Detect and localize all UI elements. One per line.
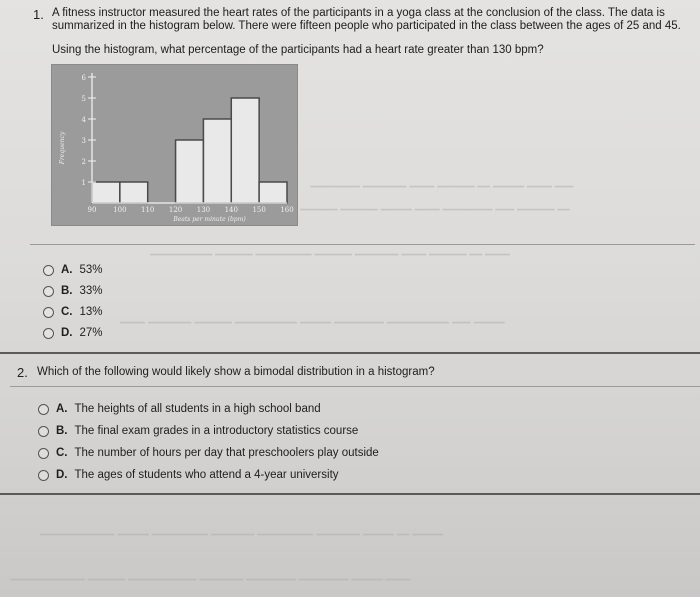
divider-2 — [0, 352, 700, 354]
question-1-number: 1. — [33, 7, 44, 22]
x-tick-label: 130 — [196, 206, 211, 214]
bleed-through-texture: ━━━━━ ━━━ ━━━━━━━━━━ ━━━━━━━━ ━━━━━ ━━━━━━━━━━ ━━━━━━ ━━━━━━━ ━━━━ — [120, 318, 505, 329]
q1-option-a[interactable] — [43, 262, 103, 278]
q1-option-c-radio[interactable] — [43, 307, 54, 318]
q1-option-d-text: 27% — [79, 327, 103, 339]
q2-option-c-radio[interactable] — [38, 448, 49, 459]
histogram-bar — [203, 119, 231, 203]
question-1-text-line-1: A fitness instructor measured the heart rates of the participants in a yoga class at the conclusion of the class. The data is — [52, 7, 665, 19]
question-1-prompt: Using the histogram, what percentage of the participants had a heart rate greater than 130 bpm? — [52, 44, 544, 56]
bleed-through-texture: ━━ ━━━━━━ ━━━ ━━━━━━━━ ━━━━ ━━━━━ ━━━━━━ ━━━━━━ — [300, 205, 570, 216]
q1-option-a-letter: A. — [61, 264, 73, 276]
q1-option-d-letter: D. — [61, 327, 73, 339]
q2-option-b-letter: B. — [56, 425, 68, 437]
q1-option-b-radio[interactable] — [43, 286, 54, 297]
q2-option-d-letter: D. — [56, 469, 68, 481]
y-tick-label: 3 — [81, 137, 86, 145]
q1-option-d[interactable] — [43, 325, 103, 341]
histogram-bar — [176, 140, 204, 203]
question-2-number: 2. — [17, 365, 28, 380]
x-tick-label: 100 — [113, 206, 127, 214]
x-tick-label: 120 — [168, 206, 183, 214]
histogram-svg — [52, 65, 297, 225]
q2-option-b-radio[interactable] — [38, 426, 49, 437]
q2-option-d-text: The ages of students who attend a 4-year university — [74, 469, 339, 481]
q2-option-a-radio[interactable] — [38, 404, 49, 415]
x-tick-label: 90 — [87, 206, 97, 214]
histogram-chart — [52, 65, 297, 225]
y-tick-label: 5 — [81, 95, 86, 103]
q1-option-b-text: 33% — [79, 285, 103, 297]
x-tick-label: 110 — [141, 206, 155, 214]
histogram-bars — [92, 98, 287, 203]
q1-option-c-letter: C. — [61, 306, 73, 318]
x-axis-label: Beats per minute (bpm) — [173, 216, 246, 223]
y-tick-label: 1 — [81, 179, 86, 187]
q2-option-d-radio[interactable] — [38, 470, 49, 481]
divider-3 — [10, 386, 700, 387]
q1-option-d-radio[interactable] — [43, 328, 54, 339]
q2-option-a-letter: A. — [56, 403, 68, 415]
q2-option-b[interactable] — [38, 423, 358, 439]
q1-option-a-radio[interactable] — [43, 265, 54, 276]
histogram-bar — [120, 182, 148, 203]
q2-option-c-text: The number of hours per day that preschoolers play outside — [74, 447, 379, 459]
y-axis-label: Frequency — [59, 131, 66, 165]
q2-option-c[interactable] — [38, 445, 379, 461]
q1-option-c-text: 13% — [79, 306, 103, 318]
x-tick-label: 140 — [224, 206, 238, 214]
q1-option-a-text: 53% — [79, 264, 103, 276]
bleed-through-texture: ━━━━ ━━━━━ ━━━━━━━━ ━━━━━━━━ ━━━━━━━ ━━━━━━━━━━━ ━━━━━━ ━━━━━━━━━━━━ — [10, 575, 411, 586]
question-2-text: Which of the following would likely show a bimodal distribution in a histogram? — [37, 366, 435, 378]
histogram-bar — [92, 182, 120, 203]
divider-1 — [30, 244, 695, 245]
bleed-through-texture: ━━━━ ━━ ━━━━━━ ━━━━ ━━━━━━━ ━━━━━━ ━━━━━━━━━ ━━━━━━ ━━━━━━━━━━ — [150, 250, 510, 261]
question-1-text-line-2: summarized in the histogram below. There were fifteen people who participated in the class between the ages of 25 and 45. — [52, 20, 681, 32]
q1-option-b-letter: B. — [61, 285, 73, 297]
x-tick-label: 150 — [252, 206, 266, 214]
histogram-bar — [259, 182, 287, 203]
bleed-through-texture: ━━━ ━━━━ ━━━━━ ━━ ━━━━━━ ━━━━ ━━━━━━━ ━━━━━━━━ — [310, 182, 574, 193]
q1-option-c[interactable] — [43, 304, 103, 320]
q2-option-a-text: The heights of all students in a high school band — [74, 403, 321, 415]
q2-option-b-text: The final exam grades in a introductory statistics course — [74, 425, 359, 437]
x-tick-label: 160 — [280, 206, 294, 214]
q2-option-d[interactable] — [38, 467, 339, 483]
bleed-through-texture: ━━━━━ ━━ ━━━━━ ━━━━━━━ ━━━━━━━━━ ━━━━━━━ ━━━━━━━━━ ━━━━━ ━━━━━━━━━━━━ — [40, 530, 444, 541]
y-tick-label: 4 — [81, 116, 86, 124]
y-tick-label: 6 — [81, 74, 86, 82]
q1-option-b[interactable] — [43, 283, 103, 299]
divider-4 — [0, 493, 700, 495]
q2-option-c-letter: C. — [56, 447, 68, 459]
q2-option-a[interactable] — [38, 401, 321, 417]
y-tick-label: 2 — [81, 158, 86, 166]
histogram-bar — [231, 98, 259, 203]
